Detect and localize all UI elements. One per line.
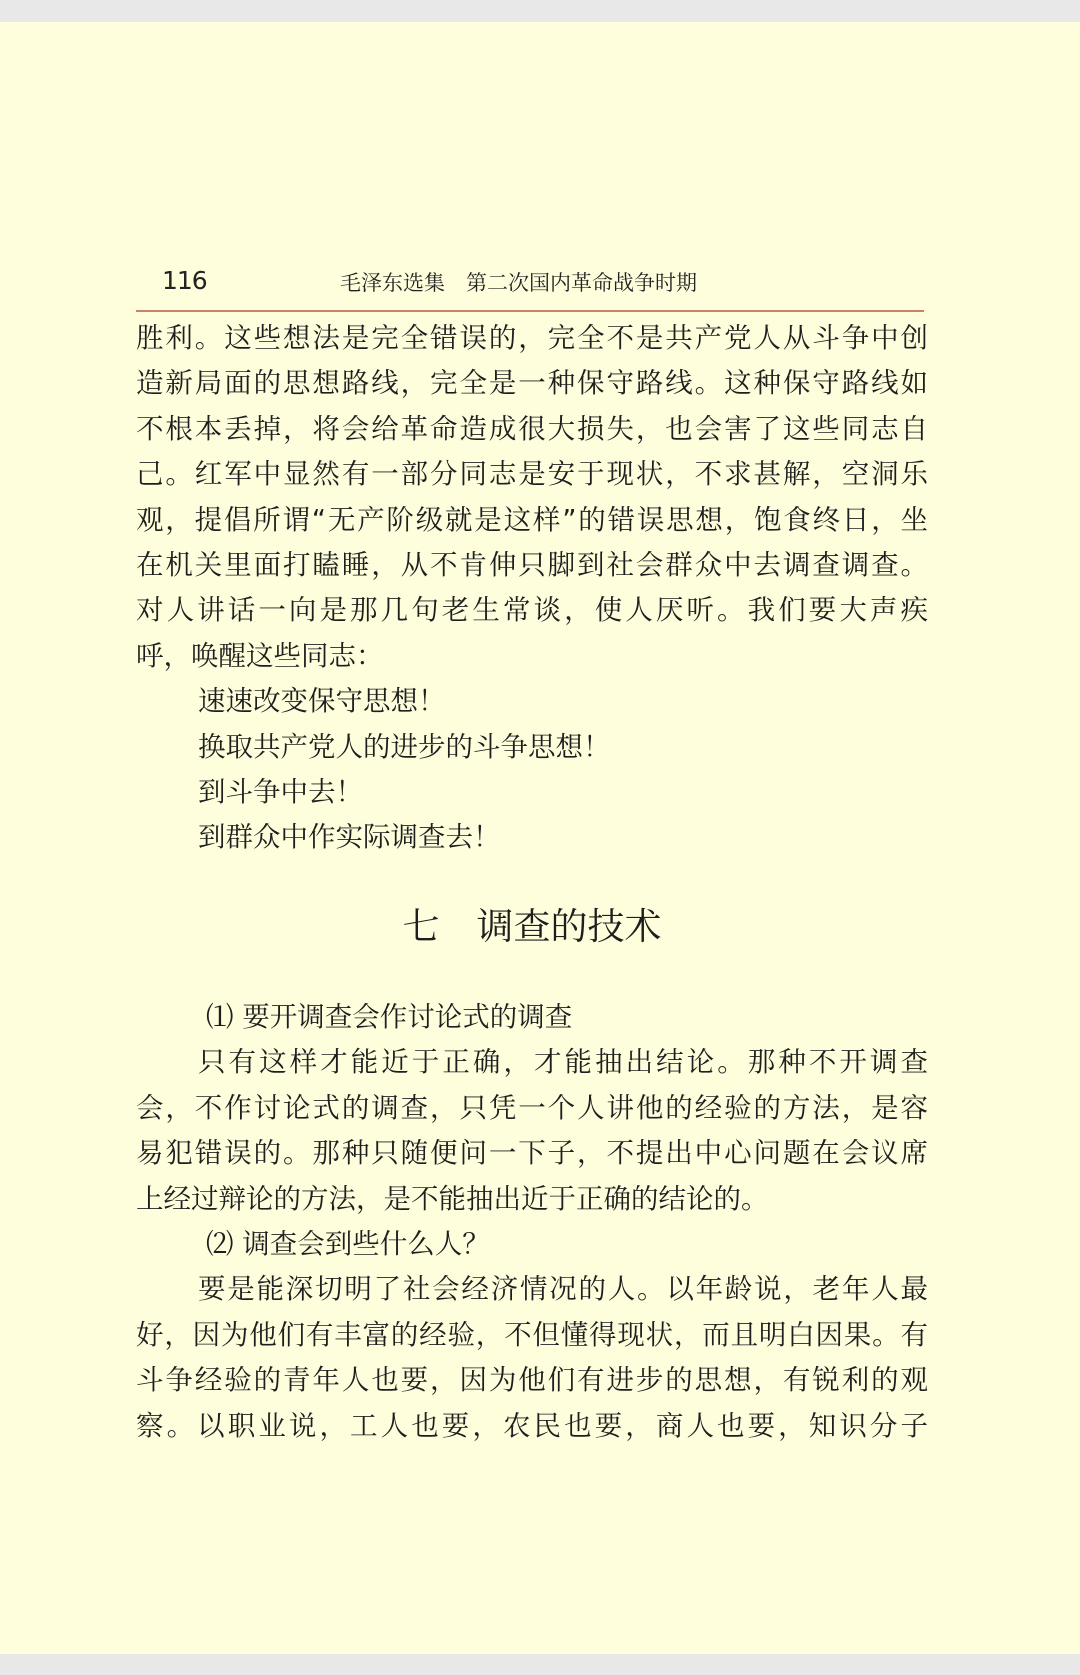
slogan-line: 到群众中作实际调查去！ <box>198 821 501 854</box>
text-line: 不根本丢掉，将会给革命造成很大损失，也会害了这些同志自 <box>136 412 928 445</box>
running-head: 毛泽东选集 第二次国内革命战争时期 <box>340 271 697 295</box>
text-line: 造新局面的思想路线，完全是一种保守路线。这种保守路线如 <box>136 367 928 400</box>
text-line: 会，不作讨论式的调查，只凭一个人讲他的经验的方法，是容 <box>136 1091 928 1124</box>
item-heading: ⑵ 调查会到些什么人？ <box>206 1227 490 1260</box>
text-line: 好，因为他们有丰富的经验，不但懂得现状，而且明白因果。有 <box>136 1318 928 1351</box>
text-line: 己。红军中显然有一部分同志是安于现状，不求甚解，空洞乐 <box>136 458 928 491</box>
text-line: 易犯错误的。那种只随便问一下子，不提出中心问题在会议席 <box>136 1137 928 1170</box>
slogan-line: 速速改变保守思想！ <box>198 685 446 718</box>
page-header <box>136 252 924 312</box>
text-line: 呼，唤醒这些同志： <box>136 639 384 672</box>
page-number: 116 <box>162 266 207 295</box>
slogan-line: 换取共产党人的进步的斗争思想！ <box>198 730 611 763</box>
text-line: 斗争经验的青年人也要，因为他们有进步的思想，有锐利的观 <box>136 1364 928 1397</box>
text-line: 要是能深切明了社会经济情况的人。以年龄说，老年人最 <box>198 1273 928 1306</box>
section-body <box>136 995 928 1449</box>
item-heading: ⑴ 要开调查会作讨论式的调查 <box>206 1001 573 1033</box>
text-line: 对人讲话一向是那几句老生常谈，使人厌听。我们要大声疾 <box>136 594 928 627</box>
text-line: 观，提倡所谓“无产阶级就是这样”的错误思想，饱食终日，坐 <box>136 503 928 536</box>
text-line: 上经过辩论的方法，是不能抽出近于正确的结论的。 <box>136 1182 769 1215</box>
text-line: 察。以职业说，工人也要，农民也要，商人也要，知识分子 <box>136 1409 928 1442</box>
text-line: 胜利。这些想法是完全错误的，完全不是共产党人从斗争中创 <box>136 322 928 354</box>
slogan-line: 到斗争中去！ <box>198 775 363 808</box>
body-text <box>136 316 928 861</box>
text-line: 在机关里面打瞌睡，从不肯伸只脚到社会群众中去调查调查。 <box>136 548 928 581</box>
text-line: 只有这样才能近于正确，才能抽出结论。那种不开调查 <box>198 1046 928 1079</box>
section-title: 七 调查的技术 <box>402 905 662 948</box>
